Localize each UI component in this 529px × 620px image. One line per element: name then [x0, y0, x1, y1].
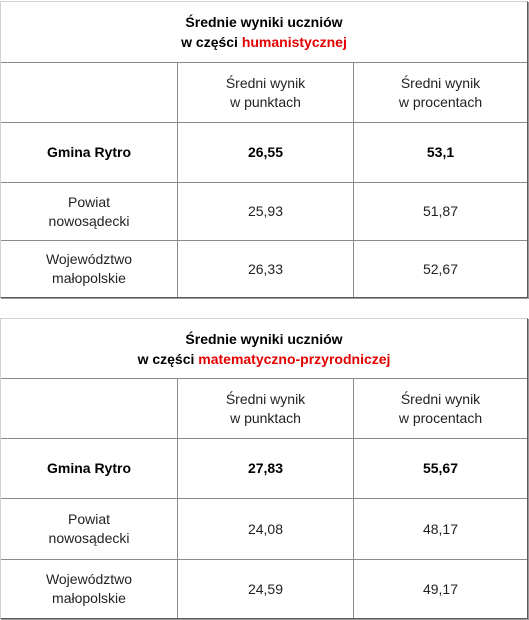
row-label-line1: Województwo — [45, 251, 133, 267]
title-line-2 — [138, 349, 391, 369]
points-value: 26,55 — [177, 123, 353, 182]
table-title — [1, 2, 527, 62]
percent-value: 53,1 — [353, 123, 527, 182]
title-line-1: Średnie wyniki uczniów — [185, 14, 343, 30]
row-label — [1, 560, 177, 618]
header-points — [177, 379, 353, 438]
header-percent-line1: Średni wynik — [400, 390, 481, 407]
header-percent — [353, 379, 527, 438]
percent-value: 51,87 — [353, 183, 527, 240]
title-line-2 — [181, 32, 347, 52]
percent-value: 49,17 — [353, 560, 527, 618]
points-value: 27,83 — [177, 439, 353, 498]
header-points-line1: Średni wynik — [225, 74, 306, 91]
row-label-line2: małopolskie — [52, 270, 126, 286]
title-line-1: Średnie wyniki uczniów — [185, 330, 343, 347]
header-row — [1, 379, 527, 439]
table-row — [1, 499, 527, 560]
table-title-row — [1, 319, 527, 379]
header-points-line2: w punktach — [230, 409, 301, 426]
title-highlight: matematyczno-przyrodniczej — [198, 350, 391, 367]
table-row — [1, 241, 527, 297]
table-row — [1, 183, 527, 241]
row-label-line1: Powiat — [67, 511, 111, 527]
percent-value: 48,17 — [353, 499, 527, 559]
row-label-line2: nowosądecki — [48, 530, 130, 546]
row-label — [1, 241, 177, 297]
row-label-line2: małopolskie — [52, 590, 126, 606]
header-percent-line2: w procentach — [398, 93, 483, 110]
title-highlight: humanistycznej — [241, 34, 347, 50]
header-empty-cell — [1, 63, 177, 122]
percent-value: 52,67 — [353, 241, 527, 297]
table-row — [1, 439, 527, 499]
header-points-line2: w punktach — [230, 93, 301, 110]
table-row — [1, 560, 527, 618]
points-value: 24,08 — [177, 499, 353, 559]
points-value: 25,93 — [177, 183, 353, 240]
table-title — [1, 319, 527, 378]
title-prefix: w części — [181, 34, 242, 50]
points-value: 24,59 — [177, 560, 353, 618]
row-label — [1, 439, 177, 498]
header-percent — [353, 63, 527, 122]
title-prefix: w części — [137, 350, 199, 367]
row-label — [1, 499, 177, 559]
header-points-line1: Średni wynik — [225, 390, 306, 407]
results-table-humanities — [0, 1, 528, 298]
table-title-row — [1, 2, 527, 63]
row-label-line1: Powiat — [67, 193, 111, 210]
header-percent-line1: Średni wynik — [400, 74, 481, 91]
header-row — [1, 63, 527, 123]
percent-value: 55,67 — [353, 439, 527, 498]
points-value: 26,33 — [177, 241, 353, 297]
row-label-line1: Województwo — [45, 571, 133, 587]
header-empty-cell — [1, 379, 177, 438]
header-points — [177, 63, 353, 122]
header-percent-line2: w procentach — [398, 409, 483, 426]
results-table-math-science — [0, 318, 528, 619]
row-label — [1, 183, 177, 240]
row-label-line1: Gmina Rytro — [46, 144, 131, 160]
row-label-line1: Gmina Rytro — [46, 460, 131, 476]
row-label — [1, 123, 177, 182]
row-label-line2: nowosądecki — [48, 212, 130, 229]
table-row — [1, 123, 527, 183]
